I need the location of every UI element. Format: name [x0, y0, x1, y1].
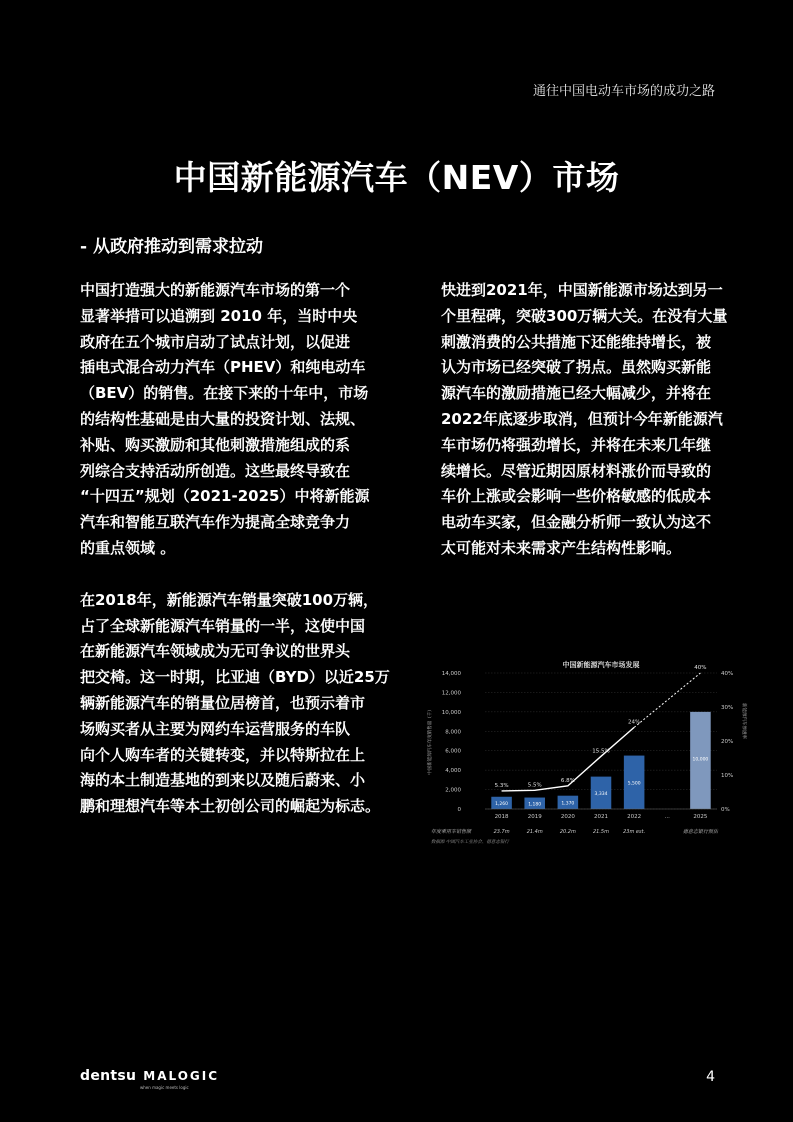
text-line: 源汽车的激励措施已经大幅减少，并将在	[441, 384, 712, 403]
text-line: 在2018年，新能源汽车销量突破100万辆，	[80, 590, 379, 609]
y-tick-label: 4,000	[445, 768, 461, 775]
row-label: 年度乘用车销售额	[431, 829, 472, 835]
text-line: 列综合支持活动所创造。这些最终导致在	[80, 461, 351, 480]
left-paragraph-2	[80, 588, 400, 820]
x-tick-label: 2019	[527, 814, 542, 820]
text-line: 鹏和理想汽车等本土初创公司的崛起为标志。	[80, 797, 381, 816]
section-subtitle: - 从政府推动到需求拉动	[80, 237, 263, 257]
page-number: 4	[706, 1069, 715, 1085]
chart-title: 中国新能源汽车市场发展	[562, 661, 640, 669]
brand-tagline: when magic meets logic	[140, 1085, 189, 1090]
share-label: 40%	[694, 665, 707, 671]
y2-tick-label: 30%	[721, 705, 734, 711]
text-line: 向个人购车者的关键转变，并以特斯拉在上	[80, 745, 366, 764]
y2-axis-label: 新能源汽车渗透率	[741, 703, 746, 739]
text-line: 辆新能源汽车的销量位居榜首，也预示着市	[80, 693, 366, 712]
y-tick-label: 12,000	[441, 690, 461, 697]
y2-tick-label: 20%	[721, 739, 734, 745]
chart-svg	[425, 655, 753, 855]
bar-value-label: 1,370	[561, 801, 575, 807]
bar-value-label: 3,334	[594, 791, 608, 797]
y-tick-label: 0	[457, 807, 461, 813]
bar-value-label: 1,260	[495, 801, 509, 807]
text-line: 在新能源汽车领域成为无可争议的世界头	[80, 642, 351, 661]
text-line: 显著举措可以追溯到 2010 年，当时中央	[80, 306, 358, 325]
text-line: 刺激消费的公共措施下还能维持增长，被	[441, 332, 712, 351]
chart-source: 数据源 中国汽车工业协会、德意志银行	[431, 840, 509, 845]
malogic-logo: MALOGIC	[143, 1069, 220, 1083]
text-line: 个里程碑，突破300万辆大关。在没有大量	[441, 306, 728, 325]
running-title: 通往中国电动车市场的成功之路	[532, 84, 715, 99]
page-title: 中国新能源汽车（NEV）市场	[173, 158, 620, 197]
text-line: 的结构性基础是由大量的投资计划、法规、	[80, 409, 366, 428]
share-label: 15.5%	[592, 748, 610, 755]
x-tick-label: 2020	[560, 814, 575, 820]
text-line: “十四五”规划（2021-2025）中将新能源	[80, 487, 370, 506]
footer-brand	[80, 1068, 220, 1090]
dentsu-logo: dentsu	[80, 1068, 137, 1084]
y2-tick-label: 0%	[721, 807, 730, 813]
text-line: 车市场仍将强劲增长，并将在未来几年继	[441, 435, 712, 454]
y2-tick-label: 10%	[721, 773, 734, 779]
share-label: 5.5%	[527, 782, 542, 789]
row-value: 德意志银行预估	[682, 829, 718, 835]
text-line: 的重点领域 。	[80, 538, 176, 557]
text-line: 太可能对未来需求产生结构性影响。	[441, 538, 682, 557]
row-value: 21.4m	[526, 829, 543, 835]
nev-market-chart	[425, 655, 753, 855]
text-line: 把交椅。这一时期，比亚迪（BYD）以近25万	[80, 668, 390, 687]
text-line: 汽车和智能互联汽车作为提高全球竞争力	[80, 513, 351, 532]
bar-value-label: 5,500	[627, 781, 641, 787]
x-tick-label: 2018	[494, 814, 509, 820]
row-value: 23m est.	[623, 829, 646, 835]
text-line: 2022年底逐步取消，但预计今年新能源汽	[441, 409, 723, 428]
bar-value-label: 1,180	[528, 802, 542, 808]
x-tick-label: 2025	[693, 814, 708, 820]
x-tick-label: 2021	[594, 814, 608, 820]
row-value: 20.2m	[559, 829, 576, 835]
row-value: 21.5m	[592, 829, 610, 835]
share-label: 24%	[628, 719, 641, 726]
text-line: 占了全球新能源汽车销量的一半，这使中国	[80, 616, 366, 635]
y-tick-label: 14,000	[441, 671, 461, 677]
text-line: 插电式混合动力汽车（PHEV）和纯电动车	[80, 358, 366, 377]
left-column	[80, 278, 400, 820]
text-line: 补贴、购买激励和其他刺激措施组成的系	[80, 435, 351, 454]
x-tick-label: ...	[664, 814, 670, 820]
row-value: 23.7m	[493, 829, 510, 835]
bar-value-label: 10,000	[692, 757, 709, 763]
right-paragraph-1	[441, 278, 746, 562]
share-label: 6.8%	[560, 777, 575, 784]
text-line: （BEV）的销售。在接下来的十年中，市场	[80, 384, 369, 403]
y-axis-label: 中国新能源汽车年度销售量（千）	[428, 707, 433, 775]
text-line: 政府在五个城市启动了试点计划，以促进	[80, 332, 351, 351]
text-line: 快进到2021年，中国新能源市场达到另一	[441, 281, 723, 299]
share-label: 5.3%	[494, 782, 509, 789]
text-line: 电动车买家，但金融分析师一致认为这不	[441, 513, 712, 532]
text-line: 续增长。尽管近期因原材料涨价而导致的	[441, 461, 712, 480]
text-line: 海的本土制造基地的到来以及随后蔚来、小	[80, 771, 366, 790]
y-tick-label: 6,000	[445, 748, 461, 755]
text-line: 车价上涨或会影响一些价格敏感的低成本	[441, 487, 712, 506]
text-line: 认为市场已经突破了拐点。虽然购买新能	[441, 358, 712, 377]
y-tick-label: 8,000	[445, 729, 461, 736]
right-column	[441, 278, 746, 562]
text-line: 中国打造强大的新能源汽车市场的第一个	[80, 281, 351, 299]
y-tick-label: 2,000	[445, 787, 461, 794]
y2-tick-label: 40%	[721, 671, 734, 677]
left-paragraph-1	[80, 278, 400, 562]
x-tick-label: 2022	[627, 814, 642, 820]
y-tick-label: 10,000	[441, 709, 461, 716]
text-line: 场购买者从主要为网约车运营服务的车队	[80, 719, 351, 738]
